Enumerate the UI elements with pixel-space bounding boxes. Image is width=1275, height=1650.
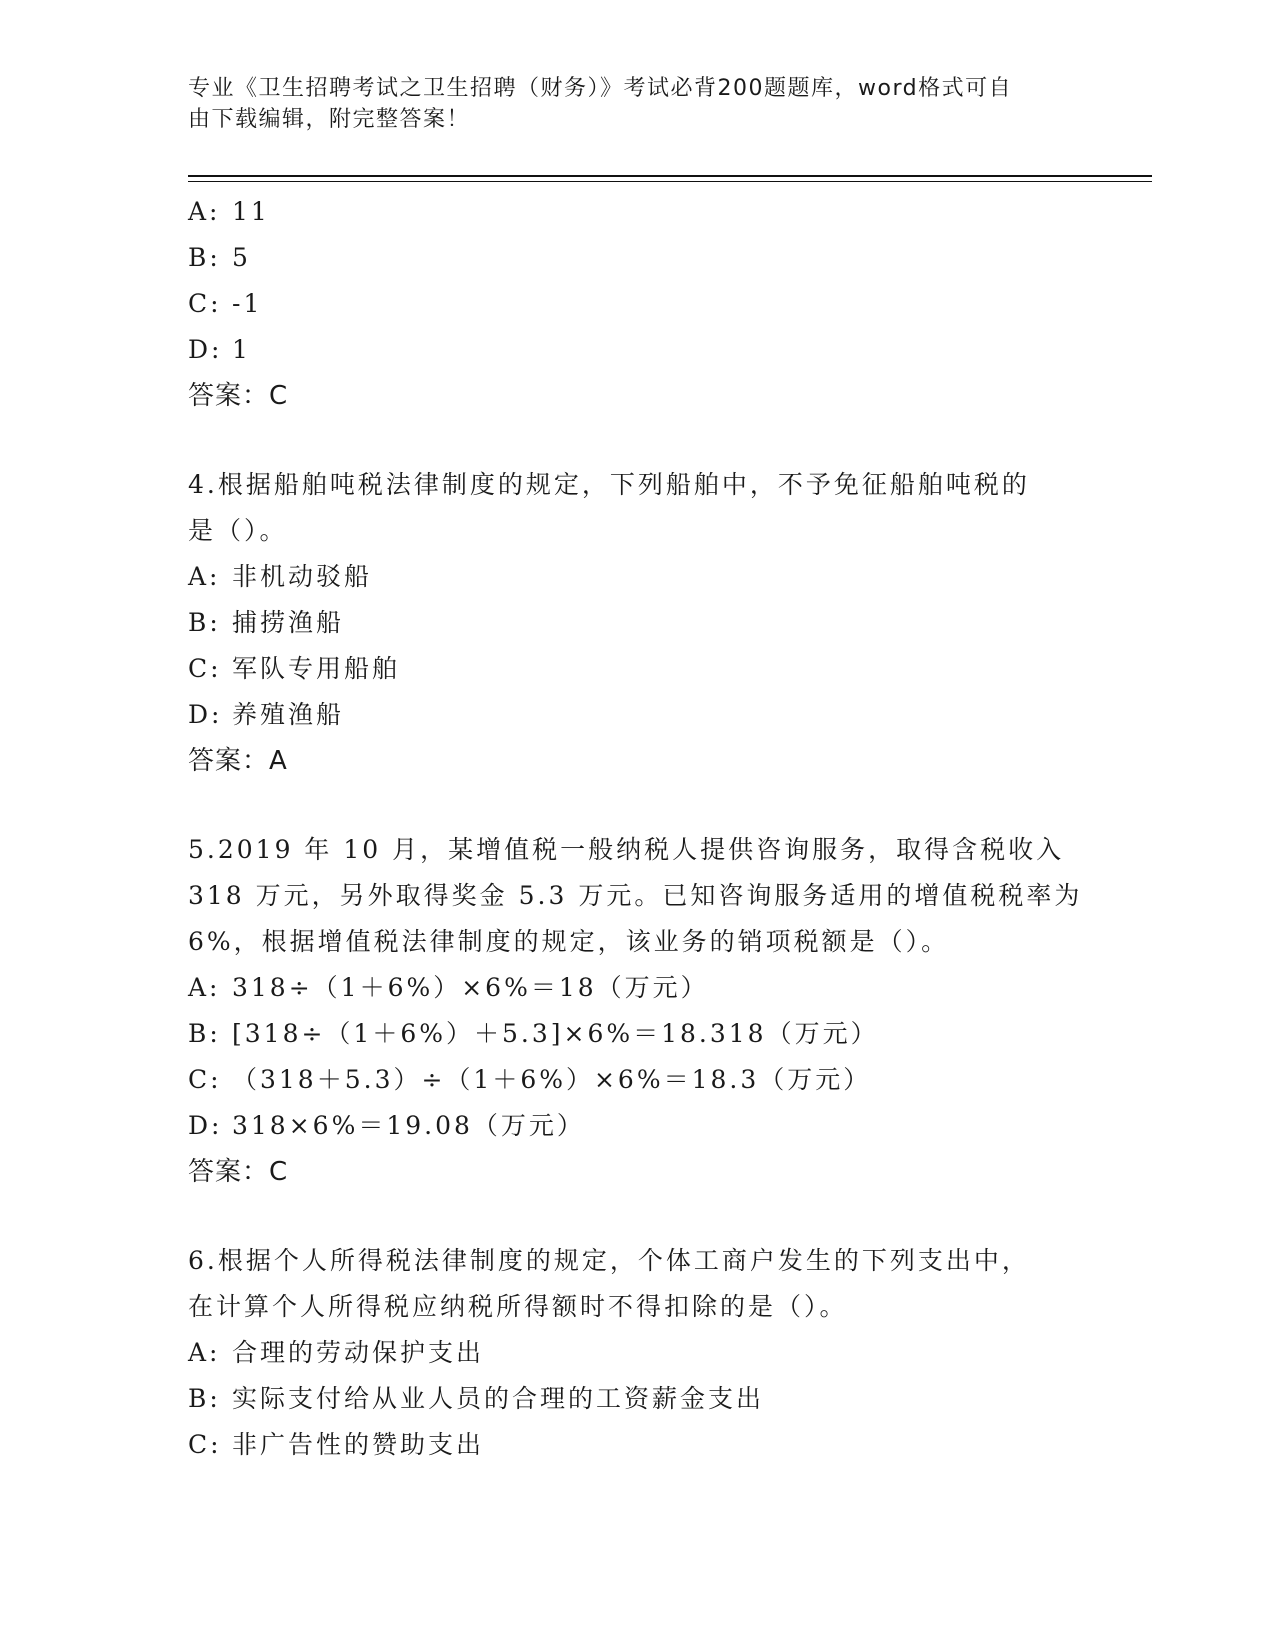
answer-value: C: [269, 1157, 289, 1187]
spacer: [188, 419, 1128, 462]
option-b: B: 捕捞渔船: [188, 608, 345, 637]
option-b: B: 5: [188, 243, 251, 272]
answer-line: 答案：C: [188, 381, 289, 411]
answer-value: C: [269, 381, 289, 411]
question-4: [188, 462, 1128, 784]
option-c: C: 军队专用船舶: [188, 654, 401, 683]
question-stem-line: 6.根据个人所得税法律制度的规定，个体工商户发生的下列支出中，: [188, 1246, 1030, 1275]
question-5: [188, 827, 1128, 1195]
option-d: D: 318×6%＝19.08（万元）: [188, 1111, 585, 1140]
question-6: [188, 1238, 1128, 1468]
question-stem-line: 在计算个人所得税应纳税所得额时不得扣除的是（）。: [188, 1292, 848, 1321]
question-stem-line: 是（）。: [188, 516, 288, 545]
header-divider-thin: [188, 181, 1152, 182]
question-stem-line: 4.根据船舶吨税法律制度的规定，下列船舶中，不予免征船舶吨税的: [188, 470, 1030, 499]
option-a: A: 非机动驳船: [188, 562, 373, 591]
spacer: [188, 1195, 1128, 1238]
answer-line: 答案：C: [188, 1157, 289, 1187]
option-c: C: （318＋5.3）÷（1＋6%）×6%＝18.3（万元）: [188, 1065, 872, 1094]
option-c: C: -1: [188, 289, 263, 318]
question-list: [188, 189, 1128, 1468]
question-stem-line: 5.2019 年 10 月，某增值税一般纳税人提供咨询服务，取得含税收入: [188, 835, 1065, 864]
option-a: A: 合理的劳动保护支出: [188, 1338, 485, 1367]
document-header: [188, 73, 1088, 135]
header-title-line-1: 专业《卫生招聘考试之卫生招聘（财务）》考试必背200题题库，word格式可自: [188, 76, 1013, 101]
option-d: D: 养殖渔船: [188, 700, 345, 729]
answer-value: A: [269, 746, 288, 776]
spacer: [188, 784, 1128, 827]
question-stem-line: 318 万元，另外取得奖金 5.3 万元。已知咨询服务适用的增值税税率为: [188, 881, 1083, 910]
answer-line: 答案：A: [188, 746, 288, 776]
question-3-options: [188, 189, 1128, 419]
header-divider-thick: [188, 175, 1152, 177]
option-a: A: 318÷（1＋6%）×6%＝18（万元）: [188, 973, 709, 1002]
option-b: B: 实际支付给从业人员的合理的工资薪金支出: [188, 1384, 765, 1413]
option-c: C: 非广告性的赞助支出: [188, 1430, 485, 1459]
option-d: D: 1: [188, 335, 251, 364]
question-stem-line: 6%，根据增值税法律制度的规定，该业务的销项税额是（）。: [188, 927, 950, 956]
option-b: B: [318÷（1＋6%）＋5.3]×6%＝18.318（万元）: [188, 1019, 879, 1048]
header-title-line-2: 由下载编辑，附完整答案！: [188, 107, 471, 132]
option-a: A: 11: [188, 197, 270, 226]
